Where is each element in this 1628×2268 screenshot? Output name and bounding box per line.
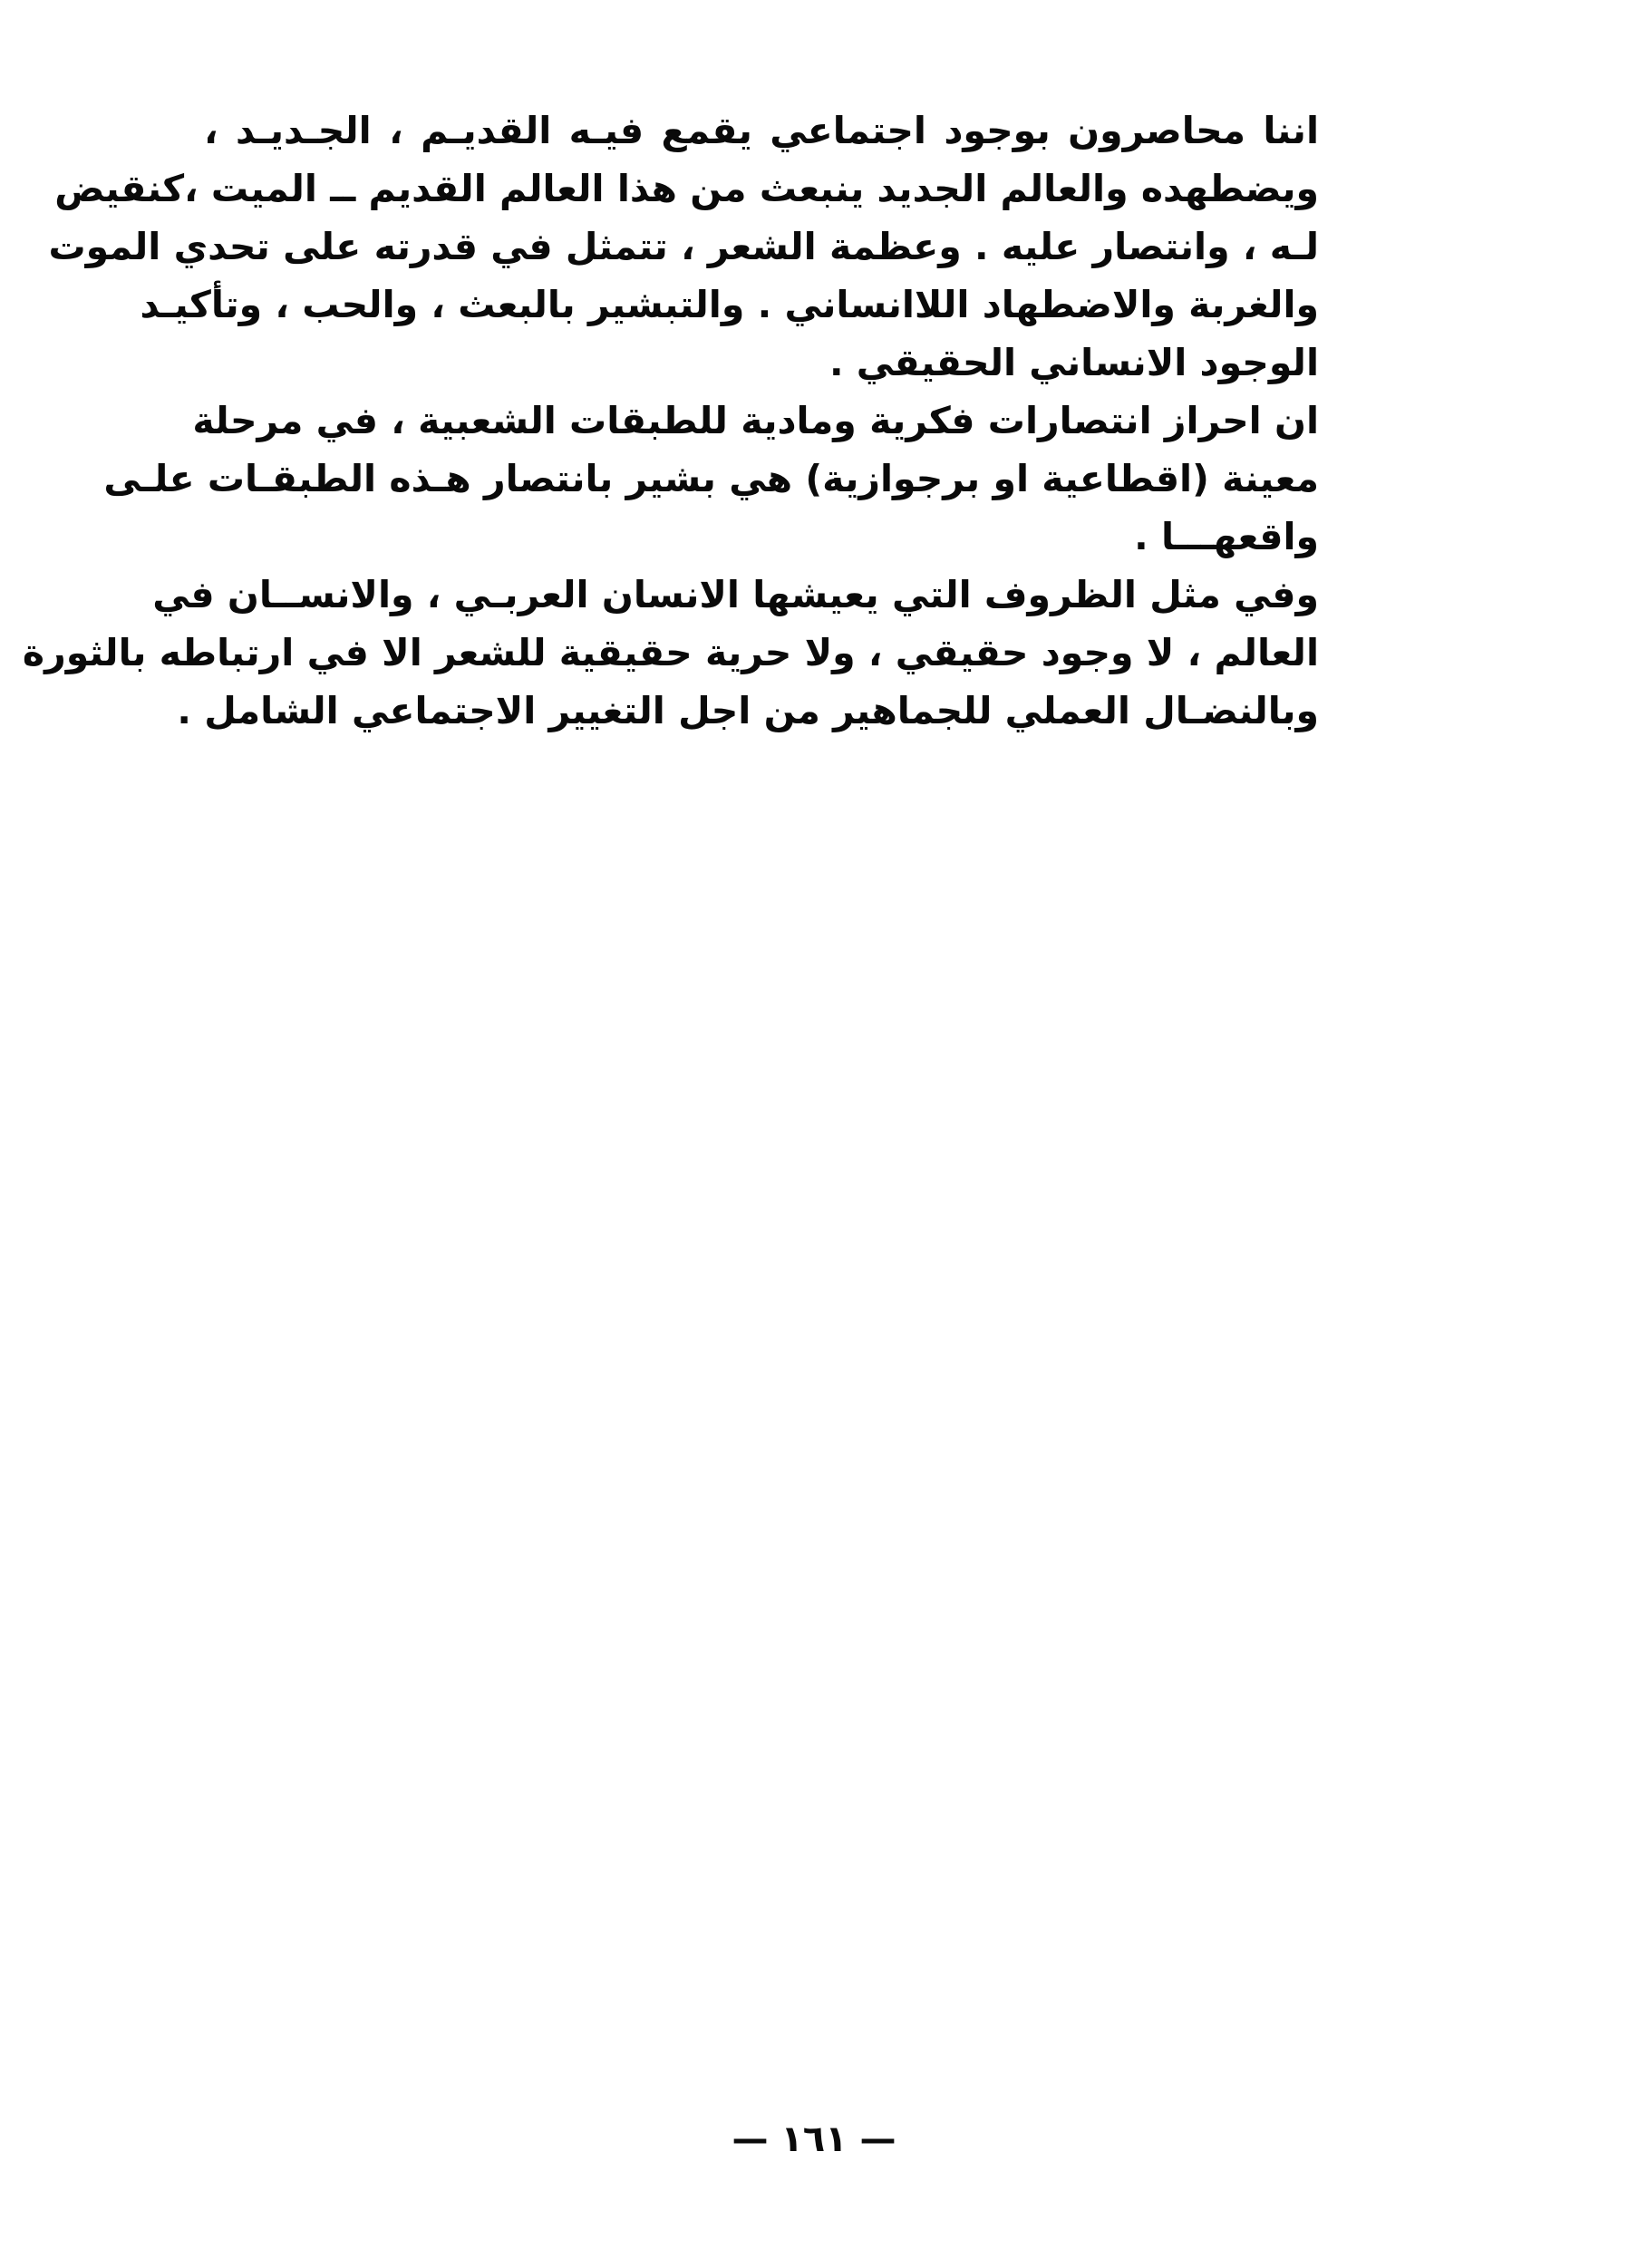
text-line: اننا محاصرون بوجود اجتماعي يقمع فيـه القديـم ، الجـديـد ،: [204, 109, 1319, 152]
body-text: [22, 102, 1410, 740]
text-line: ويضطهده والعالم الجديد ينبعث من هذا العالم القديم ــ الميت ،كنقيض: [54, 167, 1319, 210]
text-line: وفي مثل الظروف التي يعيشها الانسان العربـي ، والانســان في: [152, 573, 1319, 616]
page-number: — ١٦١ —: [732, 2118, 896, 2160]
paragraph-3: [22, 566, 1410, 740]
text-line: لـه ، وانتصار عليه . وعظمة الشعر ، تتمثل في قدرته على تحدي الموت: [48, 225, 1319, 268]
paragraph-2: [103, 392, 1410, 566]
text-line: ان احراز انتصارات فكرية ومادية للطبقات الشعبية ، في مرحلة: [192, 399, 1319, 442]
text-line: واقعهـــا .: [1134, 515, 1319, 558]
paragraph-1: [48, 102, 1410, 392]
text-line: معينة (اقطاعية او برجوازية) هي بشير بانتصار هـذه الطبقـات علـى: [103, 457, 1319, 500]
text-line: الوجود الانساني الحقيقي .: [829, 341, 1319, 384]
text-line: وبالنضـال العملي للجماهير من اجل التغيير الاجتماعي الشامل .: [177, 689, 1319, 732]
text-line: العالم ، لا وجود حقيقي ، ولا حرية حقيقية للشعر الا في ارتباطه بالثورة: [22, 631, 1319, 674]
text-line: والغربة والاضطهاد اللاانساني . والتبشير بالبعث ، والحب ، وتأكيـد: [140, 283, 1319, 326]
